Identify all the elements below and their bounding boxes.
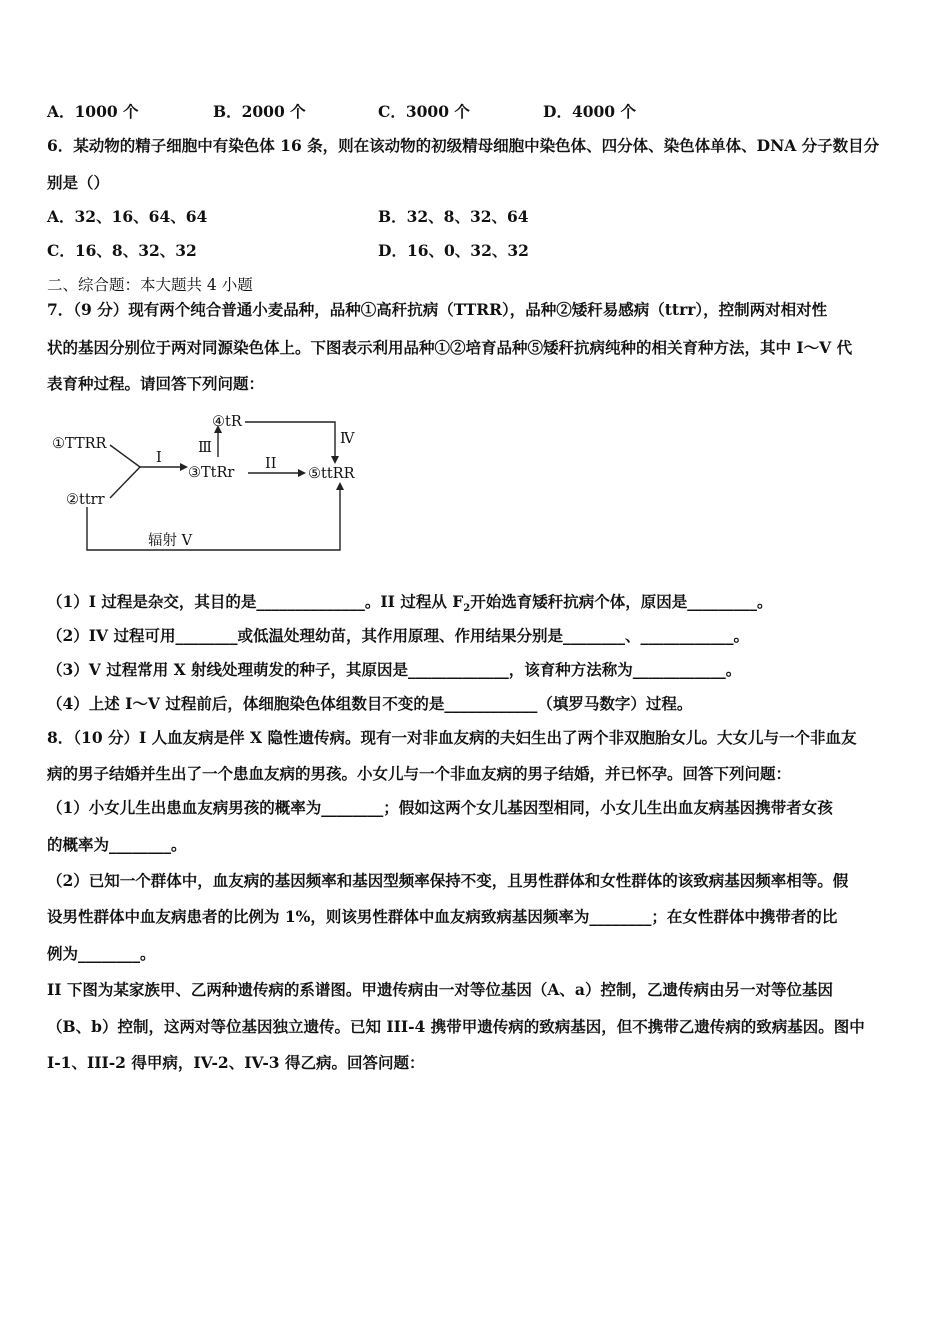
- node-1: ①TTRR: [52, 436, 107, 452]
- arrowhead-II: [298, 469, 306, 477]
- q8-line1: 8．（10 分）I 人血友病是伴 X 隐性遗传病。现有一对非血友病的夫妇生出了两个非双胞胎女儿。大女儿与一个非血友: [47, 728, 857, 747]
- q8-line2: 病的男子结婚并生出了一个患血友病的男孩。小女儿与一个非血友病的男子结婚，并已怀孕。回答下列问题：: [47, 764, 792, 783]
- q8-line9: （B、b）控制，这两对等位基因独立遗传。已知 III-4 携带甲遗传病的致病基因，但不携带乙遗传病的致病基因。图中: [47, 1017, 865, 1036]
- q8-line5: （2）已知一个群体中，血友病的基因频率和基因型频率保持不变，且男性群体和女性群体的该致病基因频率相等。假: [47, 871, 849, 890]
- label-IV: Ⅳ: [340, 431, 355, 447]
- breeding-diagram: [40, 405, 380, 560]
- node-5: ⑤ttRR: [308, 466, 355, 482]
- q7-line3: 表育种过程。请回答下列问题：: [47, 374, 265, 393]
- q5-option-c: C．3000 个: [378, 102, 470, 121]
- arrowhead-I: [180, 463, 188, 471]
- q8-line7: 例为________。: [47, 944, 156, 963]
- q8-line8: II 下图为某家族甲、乙两种遗传病的系谱图。甲遗传病由一对等位基因（A、a）控制，乙遗传病由另一对等位基因: [47, 980, 833, 999]
- q6-option-b: B．32、8、32、64: [378, 207, 529, 226]
- label-I: I: [156, 450, 162, 466]
- arrowhead-IV: [331, 456, 339, 464]
- q7-line2: 状的基因分别位于两对同源染色体上。下图表示利用品种①②培育品种⑤矮秆抗病纯种的相关育种方法，其中 I～V 代: [47, 338, 853, 357]
- merge-line-2: [110, 467, 140, 498]
- q5-option-b: B．2000 个: [213, 102, 306, 121]
- label-II: II: [265, 456, 277, 472]
- q5-option-d: D．4000 个: [543, 102, 636, 121]
- section-heading: 二、综合题：本大题共 4 小题: [47, 276, 253, 294]
- merge-line-1: [110, 445, 140, 467]
- q8-line4: 的概率为________。: [47, 835, 187, 854]
- q6-option-d: D．16、0、32、32: [378, 241, 529, 260]
- q8-line10: I-1、III-2 得甲病，IV-2、IV-3 得乙病。回答问题：: [47, 1053, 425, 1072]
- q7-line1: 7．（9 分）现有两个纯合普通小麦品种，品种①高秆抗病（TTRR），品种②矮秆易感病（ttrr），控制两对相对性: [47, 300, 828, 319]
- node-2: ②ttrr: [66, 492, 105, 508]
- q7-sub4: （4）上述 I～V 过程前后，体细胞染色体组数目不变的是____________（填罗马数字）过程。: [47, 694, 693, 713]
- arrow-IV: [245, 422, 335, 457]
- node-3: ③TtRr: [188, 465, 235, 481]
- q7-sub2: （2）IV 过程可用________或低温处理幼苗，其作用原理、作用结果分别是________、____________。: [47, 626, 749, 645]
- node-4: ④tR: [212, 414, 242, 430]
- q5-option-a: A．1000 个: [47, 102, 139, 121]
- arrowhead-V: [336, 482, 344, 490]
- label-V: 辐射 V: [148, 533, 193, 549]
- q8-line3: （1）小女儿生出患血友病男孩的概率为________；假如这两个女儿基因型相同，小女儿生出血友病基因携带者女孩: [47, 798, 833, 817]
- q6-option-a: A．32、16、64、64: [47, 207, 208, 226]
- q6-option-c: C．16、8、32、32: [47, 241, 197, 260]
- q7-sub3: （3）V 过程常用 X 射线处理萌发的种子，其原因是_____________，该育种方法称为____________。: [47, 660, 742, 679]
- q6-stem-line1: 6．某动物的精子细胞中有染色体 16 条，则在该动物的初级精母细胞中染色体、四分体、染色体单体、DNA 分子数目分: [47, 136, 880, 155]
- q7-sub1: （1）I 过程是杂交，其目的是______________。II 过程从 $F_2$开始选育矮秆抗病个体，原因是_________。: [47, 592, 773, 615]
- q8-line6: 设男性群体中血友病患者的比例为 1%，则该男性群体中血友病致病基因频率为________；在女性群体中携带者的比: [47, 907, 838, 926]
- arrow-V: [87, 488, 340, 550]
- q6-stem-line2: 别是（）: [47, 173, 110, 192]
- label-III: Ⅲ: [198, 440, 212, 456]
